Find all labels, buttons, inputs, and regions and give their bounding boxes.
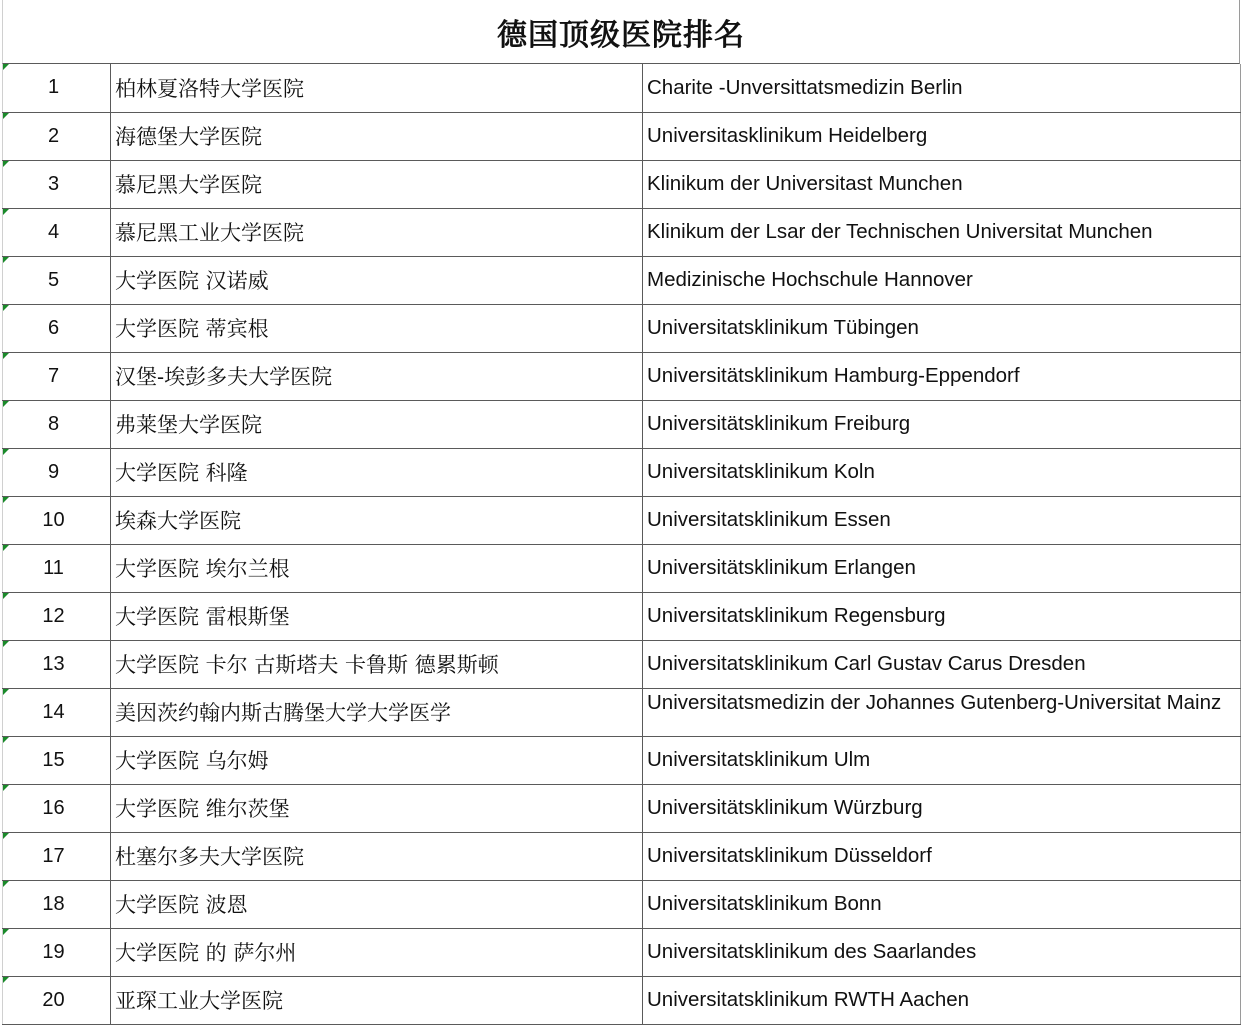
- rank-cell[interactable]: [3, 64, 111, 112]
- rank-cell[interactable]: [3, 736, 111, 784]
- chinese-name-cell[interactable]: [111, 208, 643, 256]
- rank-cell[interactable]: [3, 400, 111, 448]
- chinese-name-text: 汉堡-埃彭多夫大学医院: [115, 365, 333, 389]
- german-name-cell[interactable]: [643, 496, 1241, 544]
- cell-marker-icon: [3, 161, 9, 167]
- title-cell[interactable]: [2, 0, 1240, 64]
- cell-marker-icon: [3, 449, 9, 455]
- rank-number: 12: [42, 604, 65, 627]
- cell-marker-icon: [3, 545, 9, 551]
- table-row: [3, 832, 1241, 880]
- table-row: [3, 64, 1241, 112]
- cell-marker-icon: [3, 977, 9, 983]
- cell-marker-icon: [3, 209, 9, 215]
- table-row: [3, 640, 1241, 688]
- rank-cell[interactable]: [3, 544, 111, 592]
- german-name-text: Charite -Unversittatsmedizin Berlin: [647, 75, 963, 99]
- german-name-cell[interactable]: [643, 544, 1241, 592]
- chinese-name-text: 大学医院 的 萨尔州: [115, 941, 297, 965]
- rank-number: 9: [47, 460, 60, 483]
- rank-cell[interactable]: [3, 160, 111, 208]
- table-row: [3, 928, 1241, 976]
- german-name-text: Medizinische Hochschule Hannover: [647, 268, 973, 291]
- rank-number: 2: [47, 124, 60, 147]
- german-name-cell[interactable]: [643, 352, 1241, 400]
- chinese-name-cell[interactable]: [111, 784, 643, 832]
- chinese-name-cell[interactable]: [111, 112, 643, 160]
- cell-marker-icon: [3, 785, 9, 791]
- german-name-text: Universitatsklinikum Koln: [647, 460, 875, 483]
- table-row: [3, 736, 1241, 784]
- rank-number: 8: [47, 412, 60, 435]
- german-name-text: Klinikum der Universitast Munchen: [647, 172, 963, 195]
- german-name-cell[interactable]: [643, 784, 1241, 832]
- rank-cell[interactable]: [3, 208, 111, 256]
- rank-number: 1: [47, 76, 60, 99]
- german-name-cell[interactable]: [643, 304, 1241, 352]
- german-name-text: Universitatsmedizin der Johannes Gutenberg-Universitat Mainz: [647, 690, 1222, 714]
- german-name-cell[interactable]: [643, 976, 1241, 1024]
- chinese-name-cell[interactable]: [111, 160, 643, 208]
- german-name-text: Universitatsklinikum Tübingen: [647, 316, 919, 339]
- rank-number: 7: [47, 364, 60, 387]
- german-name-text: Universitätsklinikum Erlangen: [647, 556, 916, 579]
- german-name-text: Universitatsklinikum Düsseldorf: [647, 844, 932, 867]
- rank-number: 11: [43, 556, 64, 579]
- german-name-text: Universitatsklinikum Carl Gustav Carus Dresden: [647, 652, 1086, 675]
- cell-marker-icon: [3, 833, 9, 839]
- rank-cell[interactable]: [3, 976, 111, 1024]
- cell-marker-icon: [3, 641, 9, 647]
- rank-cell[interactable]: [3, 880, 111, 928]
- german-name-cell[interactable]: [643, 880, 1241, 928]
- chinese-name-cell[interactable]: [111, 304, 643, 352]
- rank-cell[interactable]: [3, 448, 111, 496]
- german-name-text: Universitatsklinikum des Saarlandes: [647, 940, 977, 963]
- cell-marker-icon: [3, 929, 9, 935]
- rank-cell[interactable]: [3, 304, 111, 352]
- german-name-cell[interactable]: [643, 112, 1241, 160]
- table-row: [3, 352, 1241, 400]
- german-name-cell[interactable]: [643, 256, 1241, 304]
- rank-number: 3: [47, 172, 60, 195]
- cell-marker-icon: [3, 113, 9, 119]
- chinese-name-cell[interactable]: [111, 880, 643, 928]
- table-row: [3, 160, 1241, 208]
- chinese-name-cell[interactable]: [111, 352, 643, 400]
- chinese-name-text: 大学医院 波恩: [115, 893, 248, 917]
- cell-marker-icon: [3, 64, 9, 70]
- rank-number: 20: [42, 988, 65, 1011]
- chinese-name-cell[interactable]: [111, 400, 643, 448]
- german-name-text: Universitatsklinikum Ulm: [647, 748, 871, 771]
- german-name-cell[interactable]: [643, 208, 1241, 256]
- german-name-cell[interactable]: [643, 64, 1241, 112]
- sheet-title: 德国顶级医院排名: [497, 17, 745, 53]
- chinese-name-text: 埃森大学医院: [115, 509, 241, 533]
- table-row: [3, 400, 1241, 448]
- german-name-cell[interactable]: [643, 448, 1241, 496]
- german-name-cell[interactable]: [643, 160, 1241, 208]
- german-name-text: Universitätsklinikum Freiburg: [647, 412, 911, 435]
- rank-number: 19: [42, 940, 65, 963]
- rank-cell[interactable]: [3, 496, 111, 544]
- chinese-name-text: 大学医院 科隆: [115, 461, 248, 485]
- german-name-text: Universitätsklinikum Hamburg-Eppendorf: [647, 364, 1020, 387]
- chinese-name-cell[interactable]: [111, 640, 643, 688]
- rank-cell[interactable]: [3, 784, 111, 832]
- cell-marker-icon: [3, 737, 9, 743]
- table-row: [3, 448, 1241, 496]
- rank-cell[interactable]: [3, 832, 111, 880]
- cell-marker-icon: [3, 881, 9, 887]
- chinese-name-cell[interactable]: [111, 976, 643, 1024]
- chinese-name-cell[interactable]: [111, 832, 643, 880]
- german-name-cell[interactable]: [643, 592, 1241, 640]
- german-name-cell[interactable]: [643, 736, 1241, 784]
- chinese-name-text: 大学医院 维尔茨堡: [115, 797, 290, 821]
- german-name-text: Universitatsklinikum RWTH Aachen: [647, 988, 970, 1011]
- table-row: [3, 784, 1241, 832]
- rank-number: 10: [42, 508, 65, 531]
- rank-number: 16: [42, 796, 65, 819]
- table-row: [3, 256, 1241, 304]
- table-row: [3, 976, 1241, 1024]
- table-row: [3, 688, 1241, 736]
- chinese-name-text: 柏林夏洛特大学医院: [115, 76, 304, 101]
- cell-marker-icon: [3, 497, 9, 503]
- rank-number: 5: [47, 268, 60, 291]
- chinese-name-cell[interactable]: [111, 592, 643, 640]
- hospital-ranking-table: [2, 64, 1241, 1025]
- german-name-text: Universitatsklinikum Regensburg: [647, 604, 946, 627]
- chinese-name-text: 海德堡大学医院: [115, 125, 262, 149]
- cell-marker-icon: [3, 353, 9, 359]
- german-name-text: Universitatsklinikum Bonn: [647, 892, 882, 915]
- table-row: [3, 592, 1241, 640]
- chinese-name-cell[interactable]: [111, 928, 643, 976]
- chinese-name-text: 大学医院 卡尔 古斯塔夫 卡鲁斯 德累斯顿: [115, 653, 499, 677]
- rank-cell[interactable]: [3, 688, 111, 736]
- rank-cell[interactable]: [3, 256, 111, 304]
- chinese-name-text: 美因茨约翰内斯古腾堡大学大学医学: [115, 701, 451, 725]
- table-row: [3, 304, 1241, 352]
- chinese-name-cell[interactable]: [111, 544, 643, 592]
- rank-cell[interactable]: [3, 592, 111, 640]
- chinese-name-text: 弗莱堡大学医院: [115, 413, 262, 437]
- table-row: [3, 112, 1241, 160]
- chinese-name-text: 大学医院 汉诺威: [115, 269, 269, 293]
- chinese-name-text: 大学医院 埃尔兰根: [115, 557, 290, 581]
- table-row: [3, 544, 1241, 592]
- cell-marker-icon: [3, 257, 9, 263]
- german-name-text: Universitätsklinikum Würzburg: [647, 796, 923, 819]
- chinese-name-cell[interactable]: [111, 688, 643, 736]
- chinese-name-text: 慕尼黑工业大学医院: [115, 221, 304, 245]
- table-row: [3, 880, 1241, 928]
- chinese-name-cell[interactable]: [111, 64, 643, 112]
- german-name-cell[interactable]: [643, 640, 1241, 688]
- german-name-cell[interactable]: [643, 832, 1241, 880]
- german-name-text: Klinikum der Lsar der Technischen Universitat Munchen: [647, 220, 1153, 243]
- rank-number: 17: [42, 844, 65, 867]
- chinese-name-text: 亚琛工业大学医院: [115, 989, 283, 1013]
- chinese-name-cell[interactable]: [111, 256, 643, 304]
- rank-number: 14: [42, 700, 65, 723]
- german-name-text: Universitasklinikum Heidelberg: [647, 124, 928, 147]
- rank-number: 6: [47, 316, 60, 339]
- rank-cell[interactable]: [3, 640, 111, 688]
- chinese-name-cell[interactable]: [111, 496, 643, 544]
- chinese-name-text: 大学医院 雷根斯堡: [115, 605, 290, 629]
- german-name-cell[interactable]: [643, 928, 1241, 976]
- cell-marker-icon: [3, 305, 9, 311]
- german-name-cell[interactable]: [643, 400, 1241, 448]
- chinese-name-text: 大学医院 乌尔姆: [115, 749, 269, 773]
- rank-number: 13: [42, 652, 65, 675]
- chinese-name-cell[interactable]: [111, 736, 643, 784]
- rank-cell[interactable]: [3, 928, 111, 976]
- chinese-name-cell[interactable]: [111, 448, 643, 496]
- chinese-name-text: 慕尼黑大学医院: [115, 173, 262, 197]
- chinese-name-text: 大学医院 蒂宾根: [115, 317, 269, 341]
- cell-marker-icon: [3, 593, 9, 599]
- table-row: [3, 208, 1241, 256]
- cell-marker-icon: [3, 401, 9, 407]
- table-row: [3, 496, 1241, 544]
- rank-number: 15: [42, 748, 65, 771]
- german-name-text: Universitatsklinikum Essen: [647, 508, 891, 531]
- rank-cell[interactable]: [3, 352, 111, 400]
- rank-cell[interactable]: [3, 112, 111, 160]
- cell-marker-icon: [3, 689, 9, 695]
- chinese-name-text: 杜塞尔多夫大学医院: [115, 845, 304, 869]
- german-name-cell[interactable]: [643, 688, 1241, 736]
- rank-number: 18: [42, 892, 65, 915]
- table-body: [3, 64, 1241, 1024]
- rank-number: 4: [47, 220, 60, 243]
